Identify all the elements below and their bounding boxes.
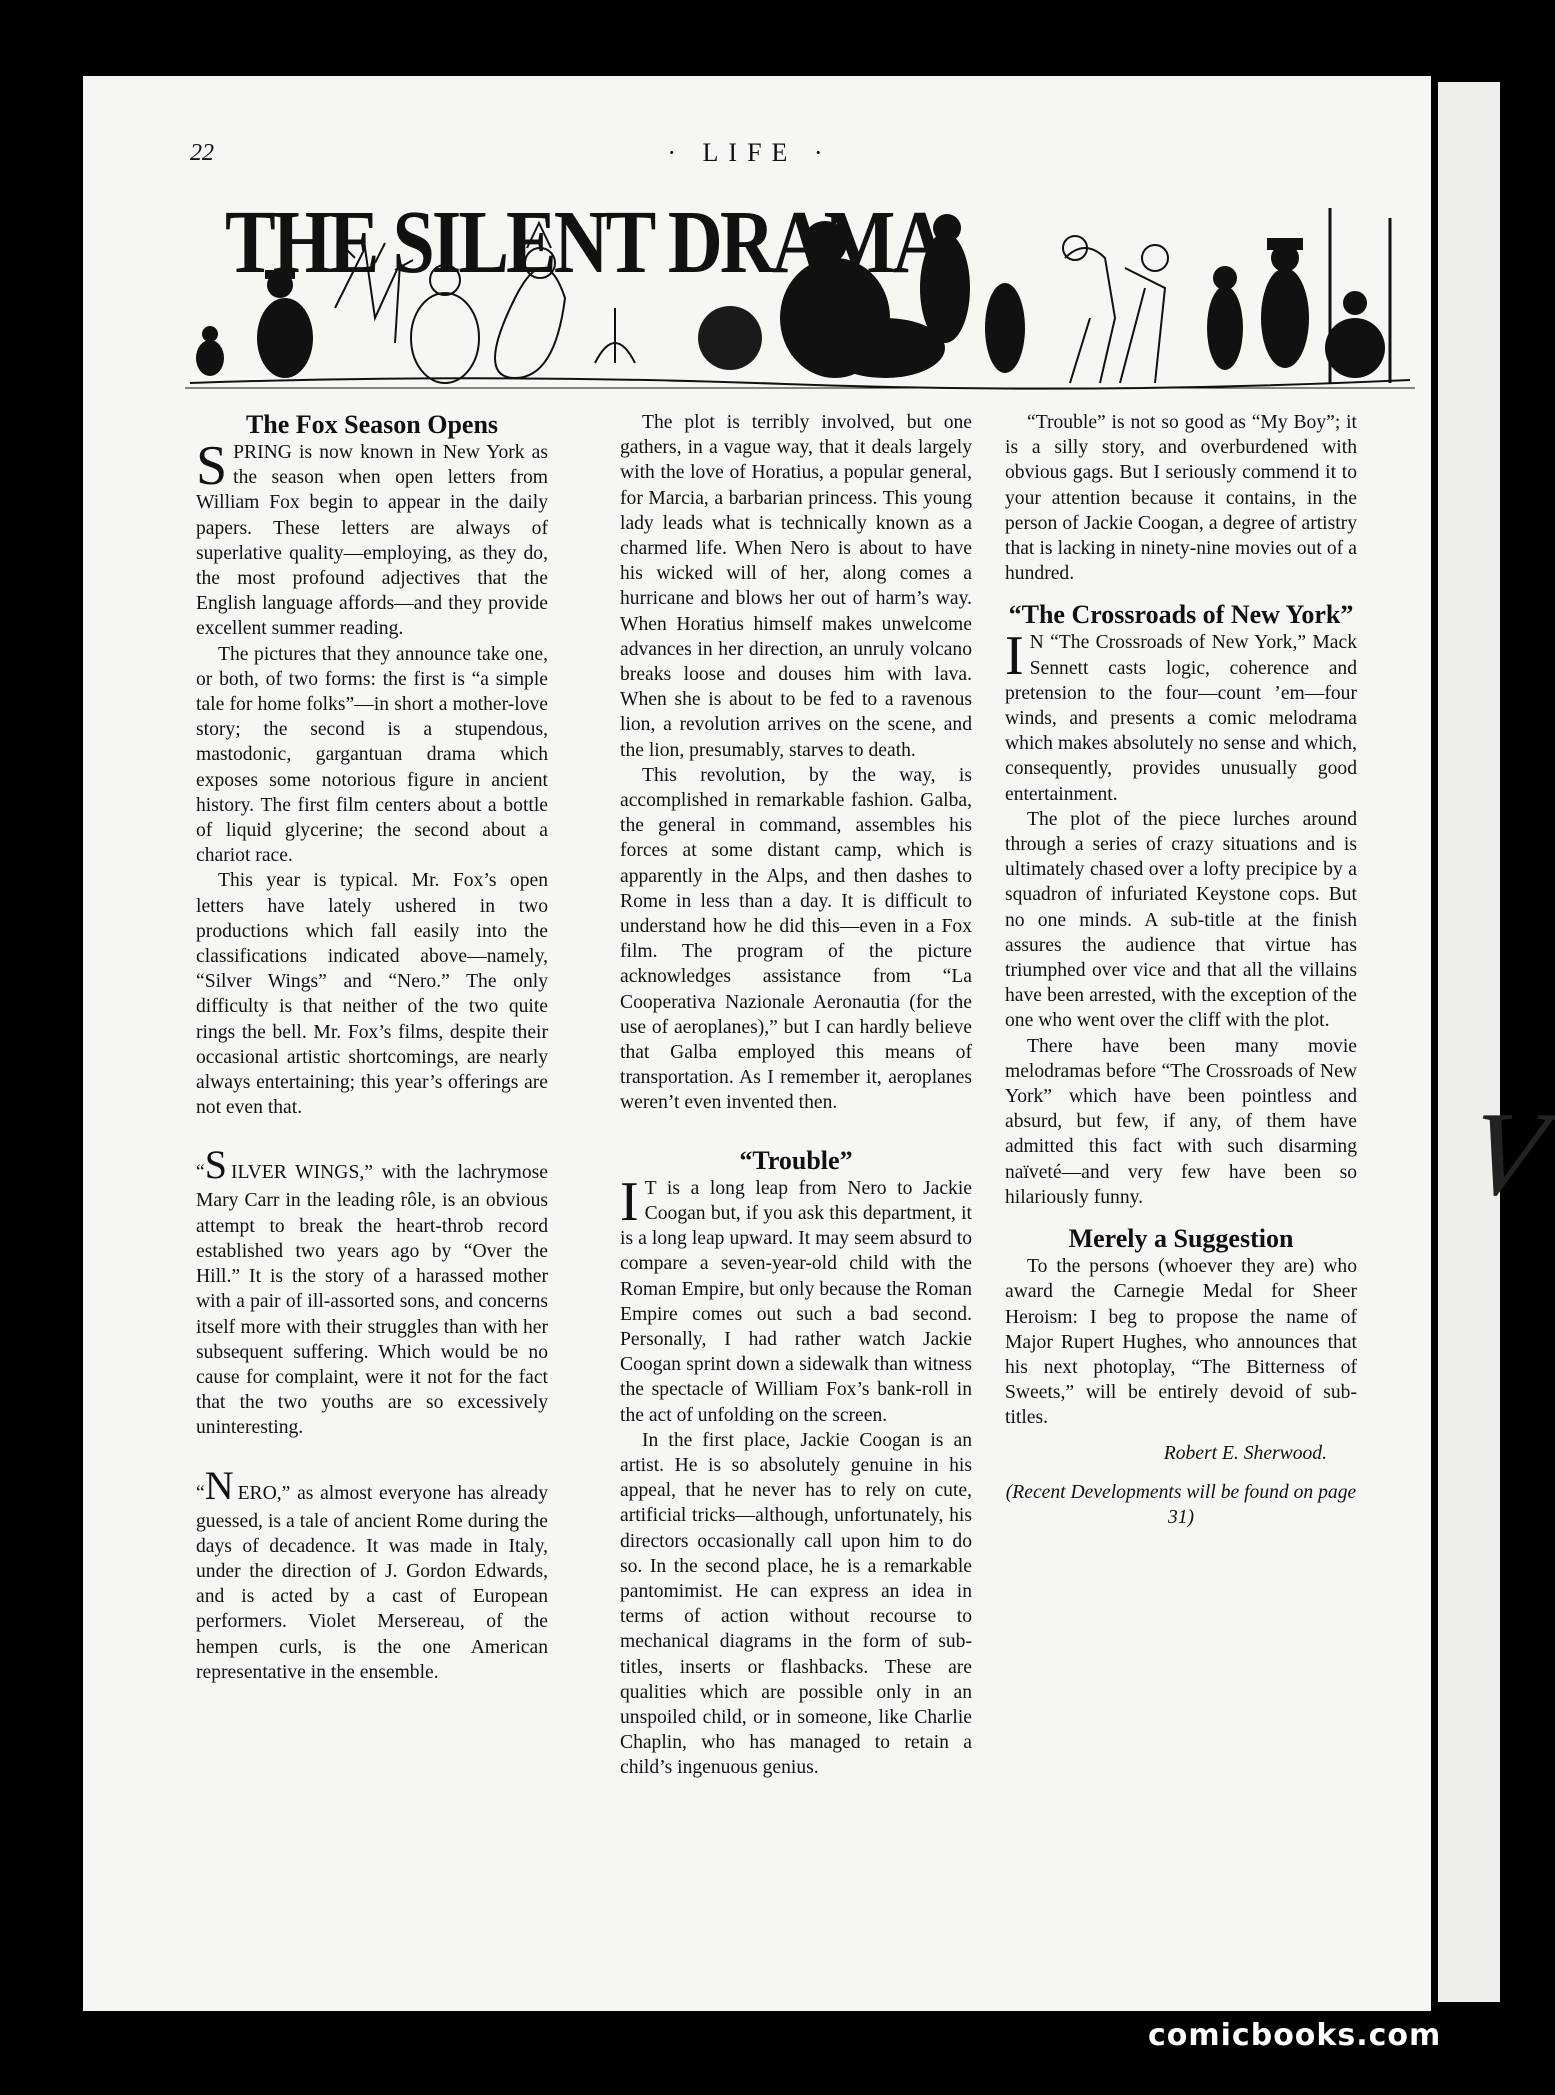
- fox-paragraph-3: This year is typical. Mr. Fox’s open letters have lately ushered in two productions which fall easily into the classifications indicated above—namely, “Silver Wings” and “Nero.” The only difficulty is that neither of the two quite rings the bell. Mr. Fox’s films, despite their occasional artistic shortcomings, are nearly always entertaining; this year’s offerings are not even that.: [196, 870, 548, 1119]
- drop-cap: S: [204, 1142, 227, 1188]
- watermark: comicbooks.com: [1148, 2018, 1442, 2053]
- running-title: · LIFE ·: [667, 138, 833, 167]
- drop-cap: I: [1005, 625, 1024, 688]
- trouble-paragraph-2: In the first place, Jackie Coogan is an artist. He is so absolutely genuine in his appeal, that he never has to rely on cute, artificial tricks—although, unfortunately, his directors occasionally call upon him to do so. In the second place, he is a remarkable pantomimist. He can express an idea in terms of action without recourse to mechanical diagrams in the form of sub-titles, inserts or flashbacks. These are qualities which are possible only in an unspoiled child, or in someone, like Charlie Chaplin, who has managed to retain a child’s ingenuous genius.: [620, 1429, 972, 1779]
- drop-cap: I: [620, 1170, 639, 1233]
- article-heading-crossroads: “The Crossroads of New York”: [1008, 600, 1354, 630]
- crossroads-paragraph-2: The plot of the piece lurches around through a series of crazy situations and is ultimately chased over a lofty precipice by a squadron of infuriated Keystone cops. But no one minds. A sub-title at the finish assures the audience that virtue has triumphed over vice and that all the villains have been arrested, with the exception of the one who went over the cliff with the plot.: [1005, 808, 1357, 1032]
- facing-page-edge: [1438, 82, 1500, 2002]
- article-heading-fox: The Fox Season Opens: [245, 410, 499, 439]
- crossroads-paragraph-3: There have been many movie melodramas before “The Crossroads of New York” which have been pointless and absurd, but few, if any, of them have admitted this fact with such disarming naïveté—and very few have been so hilariously funny.: [1005, 1035, 1357, 1208]
- section-title: THE SILENT DRAMA: [225, 193, 945, 293]
- author-signature: Robert E. Sherwood.: [1163, 1442, 1327, 1464]
- fox-paragraph-1: SPRING is now known in New York as the season when open letters from William Fox begin to appear in the daily papers. These letters are always of superlative quality—employing, as they do, the most profound adjectives that the English language affords—and they provide excellent summer reading.: [196, 435, 548, 640]
- trouble-paragraph-1: I T is a long leap from Nero to Jackie Coogan but, if you ask this department, it is a long leap upward. It may seem absurd to compare a seven-year-old child with the Roman Empire, but only because the Roman Empire comes out such a bad second. Personally, I had rather watch Jackie Coogan sprint down a sidewalk than witness the spectacle of William Fox’s bank-roll in the act of unfolding on the screen.: [620, 1170, 972, 1426]
- fox-paragraph-nero: “N ERO,” as almost everyone has already guessed, is a tale of ancient Rome during the days of decadence. It was made in Italy, under the direction of J. Gordon Edwards, and is acted by a cast of European performers. Violet Mersereau, of the hempen curls, is the one American representative in the ensemble.: [196, 1462, 548, 1683]
- column-1: [196, 410, 548, 1685]
- trouble-paragraph-3: “Trouble” is not so good as “My Boy”; it is a silly story, and overburdened with obvious gags. But I seriously commend it to your attention because it contains, in the person of Jackie Coogan, a degree of artistry that is lacking in ninety-nine movies out of a hundred.: [1005, 412, 1357, 585]
- page-number: 22: [190, 140, 214, 166]
- fox-paragraph-silver-wings: “S ILVER WINGS,” with the lachrymose Mary Carr in the leading rôle, is an obvious attempt to break the heart-throb record established two years ago by “Over the Hill.” It is the story of a harassed mother with a pair of ill-assorted sons, and concerns itself more with their struggles than with her subsequent suffering. Which would be no cause for complaint, were it not for the fact that the two youths are so excessively uninteresting.: [196, 1142, 548, 1439]
- fox-paragraph-revolution: This revolution, by the way, is accomplished in remarkable fashion. Galba, the general in command, assembles his forces at some distant camp, which is apparently in the Alps, and then dashes to Rome in less than a day. It is difficult to understand how he did this—even in a Fox film. The program of the picture acknowledges assistance from “La Cooperativa Nazionale Aeronautia (for the use of aeroplanes),” but I can hardly believe that Galba employed this means of transportation. As I remember it, aeroplanes weren’t even invented then.: [620, 764, 972, 1114]
- drop-cap: S: [196, 435, 228, 497]
- continuation-note: (Recent Developments will be found on page 31): [1005, 1481, 1357, 1528]
- column-2: [620, 410, 972, 1781]
- fox-paragraph-2: The pictures that they announce take one, or both, of two forms: the first is “a simple tale for home folks”—in short a mother-love story; the second is a stupendous, mastodonic, gargantuan drama which exposes some notorious figure in ancient history. The first film centers about a bottle of liquid glycerine; the second about a chariot race.: [196, 643, 548, 867]
- crossroads-paragraph-1: I N “The Crossroads of New York,” Mack Sennett casts logic, coherence and pretension to the four—count ’em—four winds, and presents a comic melodrama which makes absolutely no sense and which, consequently, provides unusually good entertainment.: [1005, 625, 1357, 805]
- column-3: [1005, 410, 1357, 1530]
- drop-cap: N: [204, 1462, 234, 1508]
- suggestion-paragraph: To the persons (whoever they are) who award the Carnegie Medal for Sheer Heroism: I beg to propose the name of Major Rupert Hughes, who announces that his next photoplay, “The Bitterness of Sweets,” will be entirely devoid of sub-titles.: [1005, 1256, 1357, 1429]
- article-heading-trouble: “Trouble”: [739, 1145, 853, 1175]
- article-heading-suggestion: Merely a Suggestion: [1068, 1224, 1294, 1254]
- facing-page-letter-fragment: V: [1458, 1087, 1555, 1220]
- fox-paragraph-plot: The plot is terribly involved, but one gathers, in a vague way, that it deals largely with the love of Horatius, a popular general, for Marcia, a barbarian princess. This young lady leads what is technically known as a charmed life. When Nero is about to have his wicked will of her, along comes a hurricane and blows her out of harm’s way. When Horatius himself makes unwelcome advances in her direction, an unruly volcano breaks loose and douses him with lava. When she is about to be fed to a ravenous lion, a revolution arrives on the scene, and the lion, presumably, starves to death.: [620, 412, 972, 761]
